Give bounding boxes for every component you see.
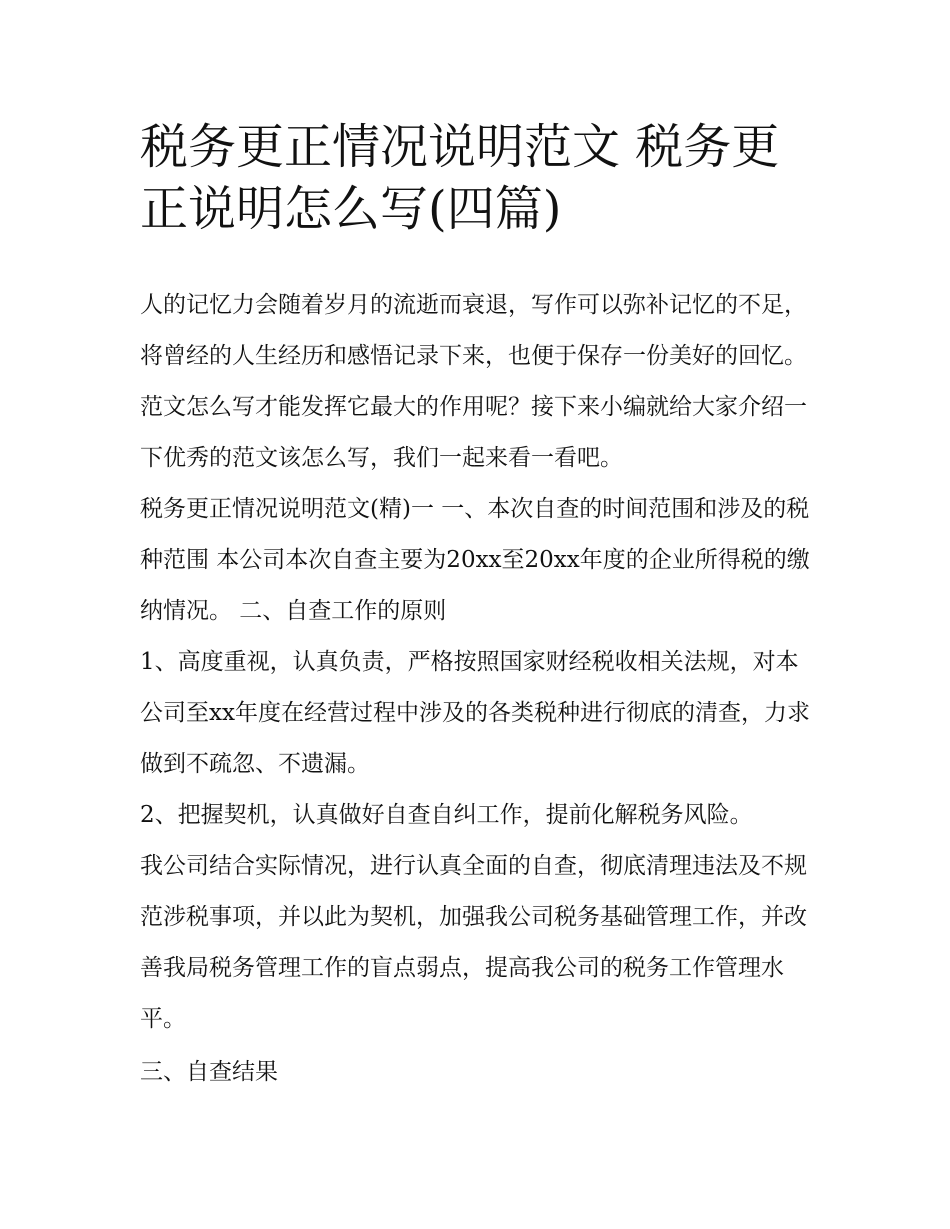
intro-paragraph: 人的记忆力会随着岁月的流逝而衰退，写作可以弥补记忆的不足，将曾经的人生经历和感悟记录下来，也便于保存一份美好的回忆。范文怎么写才能发挥它最大的作用呢？接下来小编就给大家介绍一下优秀的范文该怎么写，我们一起来看一看吧。 xyxy=(140,292,807,471)
section-three-heading: 三、自查结果 xyxy=(140,1059,278,1085)
self-check-paragraph: 我公司结合实际情况，进行认真全面的自查，彻底清理违法及不规范涉税事项，并以此为契机，加强我公司税务基础管理工作，并改善我局税务管理工作的盲点弱点，提高我公司的税务工作管理水平。 xyxy=(140,853,807,1032)
principle-one-paragraph: 1、高度重视，认真负责，严格按照国家财经税收相关法规，对本公司至xx年度在经营过程中涉及的各类税种进行彻底的清查，力求做到不疏忽、不遗漏。 xyxy=(140,649,810,777)
principle-two-paragraph: 2、把握契机，认真做好自查自纠工作，提前化解税务风险。 xyxy=(140,802,753,828)
document-title: 税务更正情况说明范文 税务更正说明怎么写(四篇) xyxy=(140,119,780,237)
document-body xyxy=(140,280,820,1098)
section-one-paragraph: 税务更正情况说明范文(精)一 一、本次自查的时间范围和涉及的税种范围 本公司本次自查主要为20xx至20xx年度的企业所得税的缴纳情况。 二、自查工作的原则 xyxy=(140,496,810,624)
